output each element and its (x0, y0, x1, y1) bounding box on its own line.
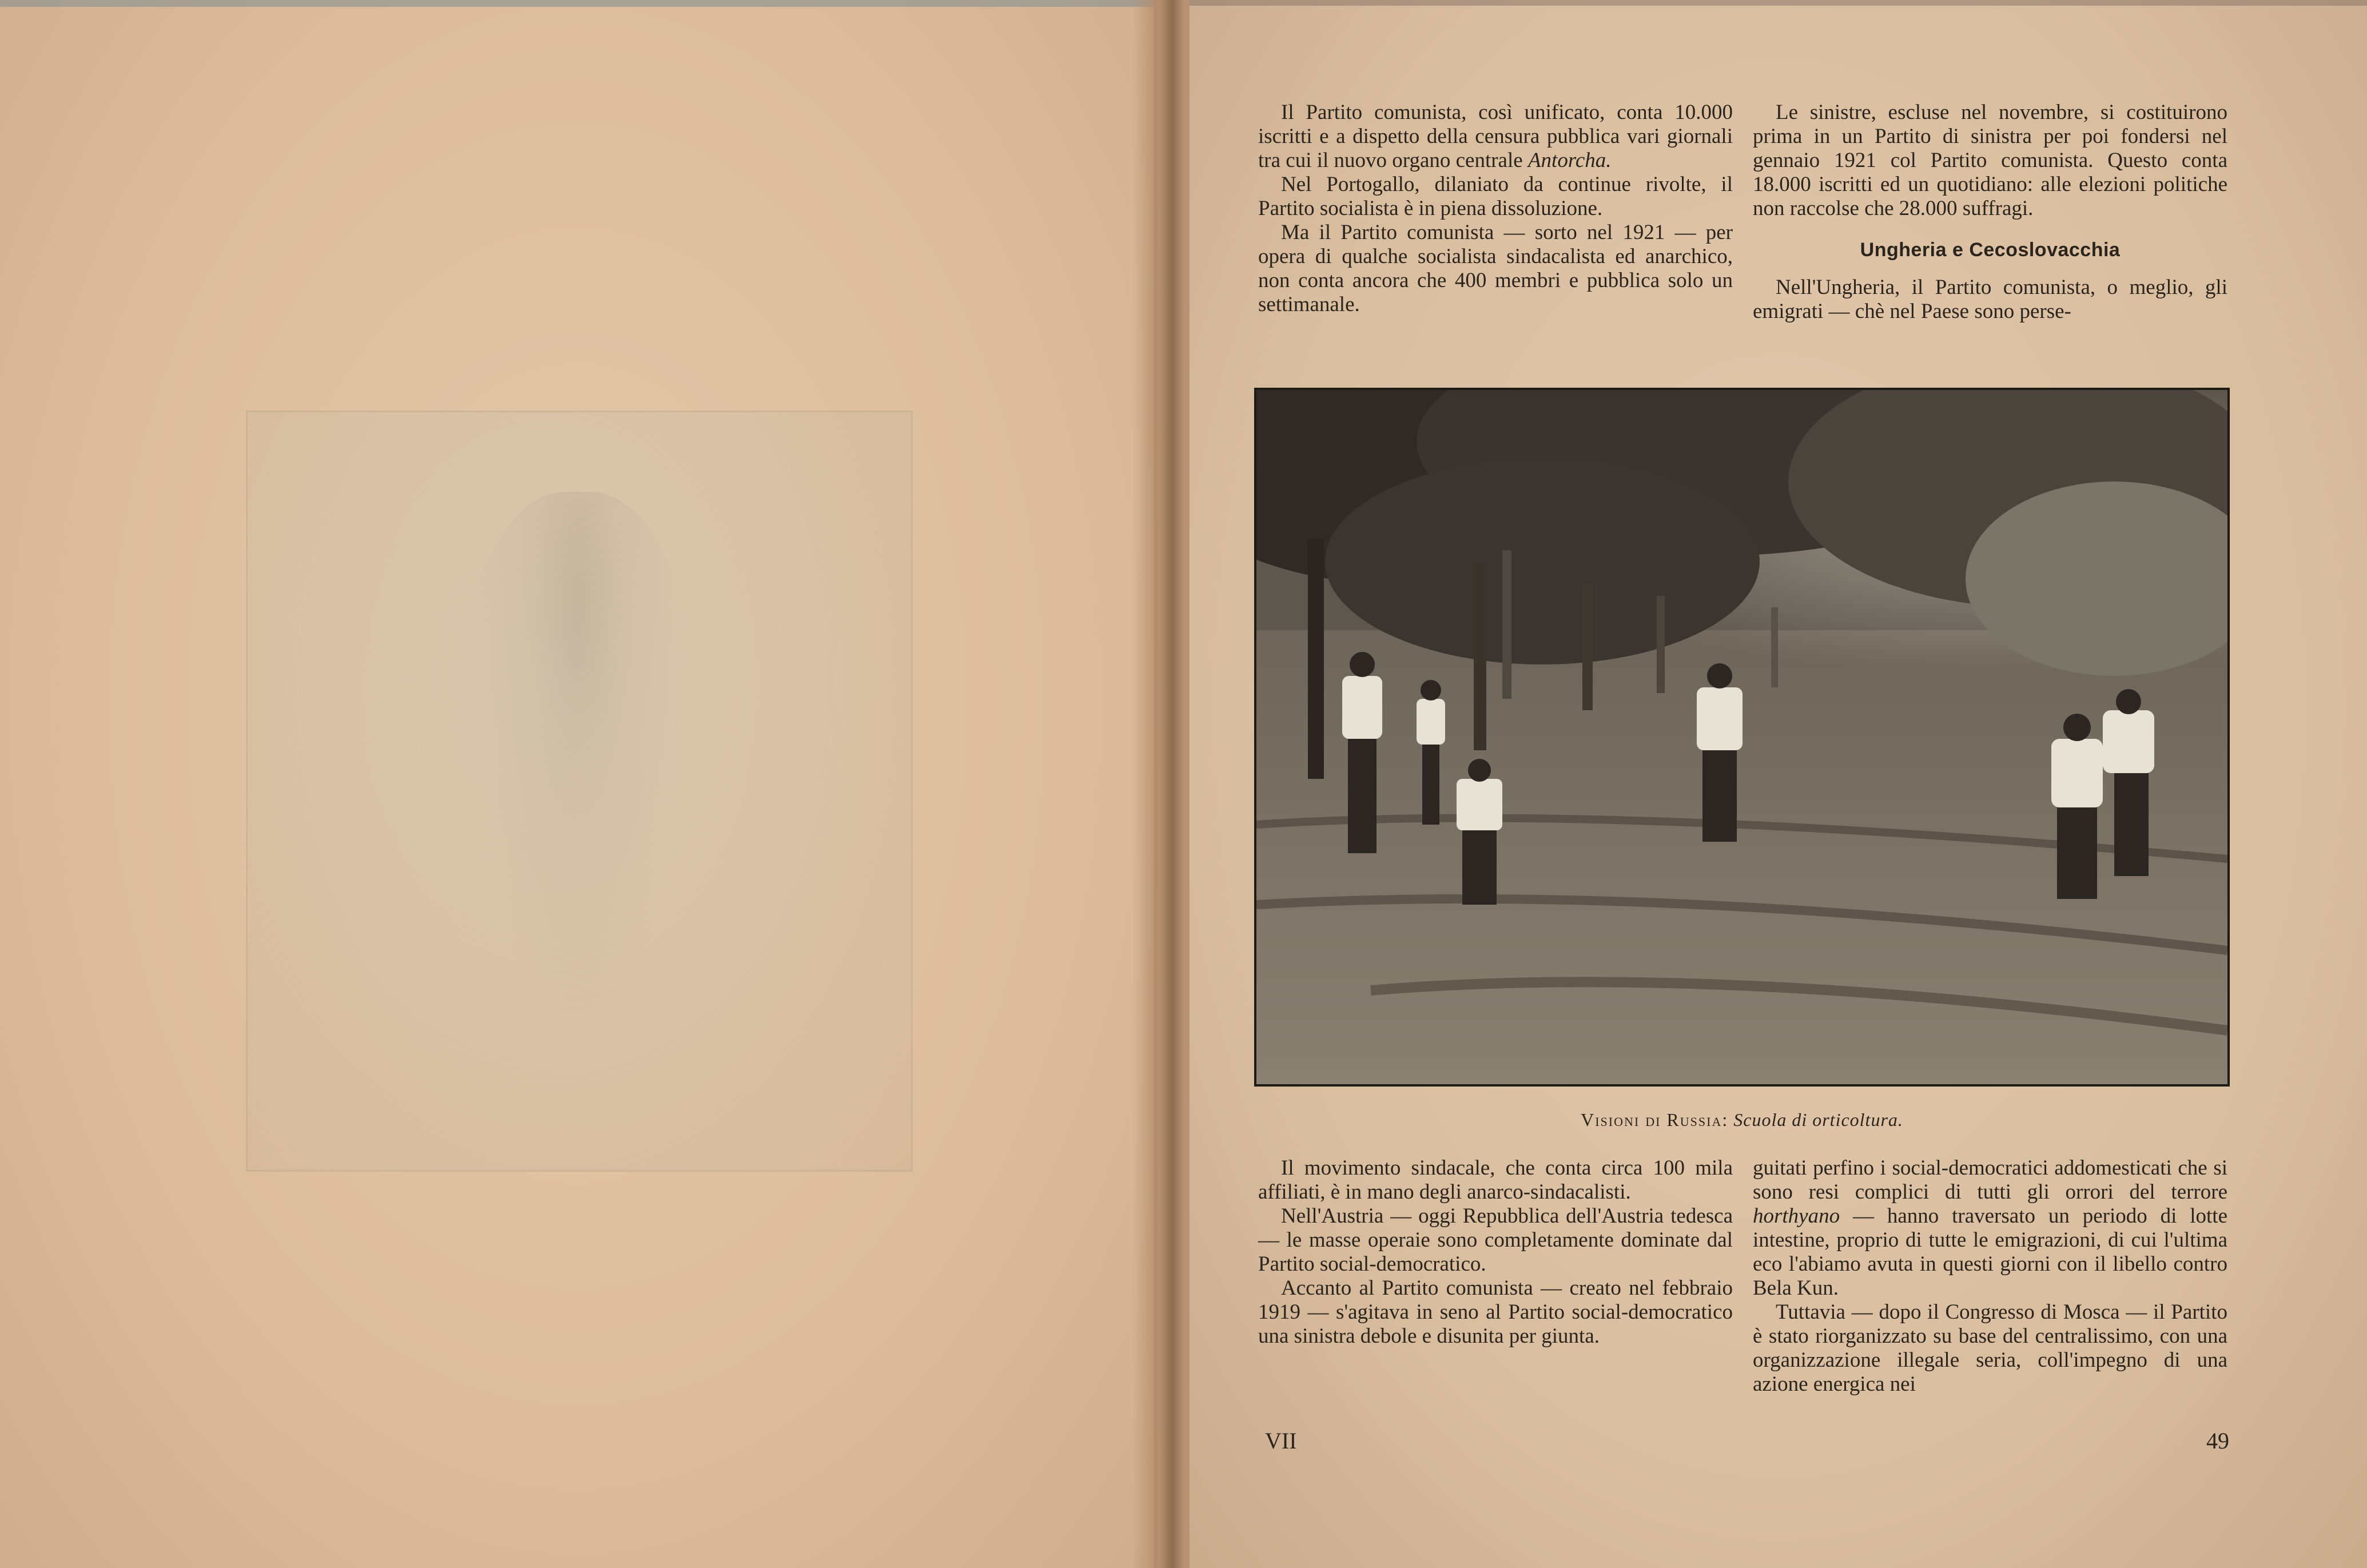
photo-illustration (1256, 390, 2227, 1084)
newspaper-name: Antorcha. (1527, 149, 1612, 172)
text-column-4 (1753, 1156, 2227, 1396)
paragraph-sinistre: Le sinistre, escluse nel novembre, si costituirono prima in un Partito di sinistra per poi fondersi nel gennaio 1921 col Partito comunista. Questo conta 18.000 iscritti ed un quotidiano: alle elezioni politiche non raccolse che 28.000 suffragi. (1753, 101, 2227, 220)
paragraph-ungheria: Nell'Ungheria, il Partito comunista, o meglio, gli emigrati — chè nel Paese sono perse- (1753, 276, 2227, 323)
text-column-3 (1258, 1156, 1733, 1348)
photograph-orticoltura (1254, 388, 2230, 1087)
paragraph-tuttavia: Tuttavia — dopo il Congresso di Mosca — il Partito è stato riorganizzato su base del centralissimo, con una organizzazione illegale seria, coll'impegno di una azione energica nei (1753, 1300, 2227, 1396)
right-page-top-edge (1190, 0, 2367, 6)
photo-caption (1254, 1108, 2230, 1131)
caption-title: Scuola di orticoltura. (1733, 1109, 1903, 1130)
italic-term: horthyano (1753, 1204, 1840, 1228)
left-page-top-edge (0, 0, 1154, 7)
paragraph-text: — hanno traversato un periodo di lotte intestine, proprio di tutte le emigrazioni, di cui l'ultima eco l'abiamo avuta in questi giorni con il libello contro Bela Kun. (1753, 1204, 2227, 1300)
paragraph-guitati (1753, 1156, 2227, 1300)
paragraph-austria: Nell'Austria — oggi Repubblica dell'Austria tedesca — le masse operaie sono completamente dominate dal Partito social-democratico. (1258, 1204, 1733, 1276)
faded-portrait-figure (446, 492, 709, 1121)
paragraph-accanto: Accanto al Partito comunista — creato nel febbraio 1919 — s'agitava in seno al Partito social-democratico una sinistra debole e disunita per giunta. (1258, 1276, 1733, 1348)
paragraph-sindacale: Il movimento sindacale, che conta circa 100 mila affiliati, è in mano degli anarco-sindacalisti. (1258, 1156, 1733, 1204)
page-number: 49 (2206, 1428, 2229, 1454)
paragraph-text: Il Partito comunista, così unificato, conta 10.000 iscritti e a dispetto della censura pubblica vari giornali tra cui il nuovo organo centrale (1258, 101, 1733, 172)
paragraph-partito-comunista (1258, 101, 1733, 173)
paragraph-text: guitati perfino i social-democratici addomesticati che si sono resi complici di tutti gli orrori del terrore (1753, 1156, 2227, 1204)
section-heading: Ungheria e Cecoslovacchia (1860, 239, 2121, 261)
text-column-1 (1258, 101, 1733, 317)
caption-prefix: Visioni di Russia: (1581, 1109, 1729, 1130)
signature-mark: VII (1265, 1428, 1297, 1454)
text-column-2 (1753, 101, 2227, 324)
paragraph-partito-1921: Ma il Partito comunista — sorto nel 1921 — per opera di qualche socialista sindacalista ed anarchico, non conta ancora che 400 membri e pubblica solo un settimanale. (1258, 221, 1733, 316)
paragraph-portogallo: Nel Portogallo, dilaniato da continue rivolte, il Partito socialista è in piena dissoluzione. (1258, 173, 1733, 220)
